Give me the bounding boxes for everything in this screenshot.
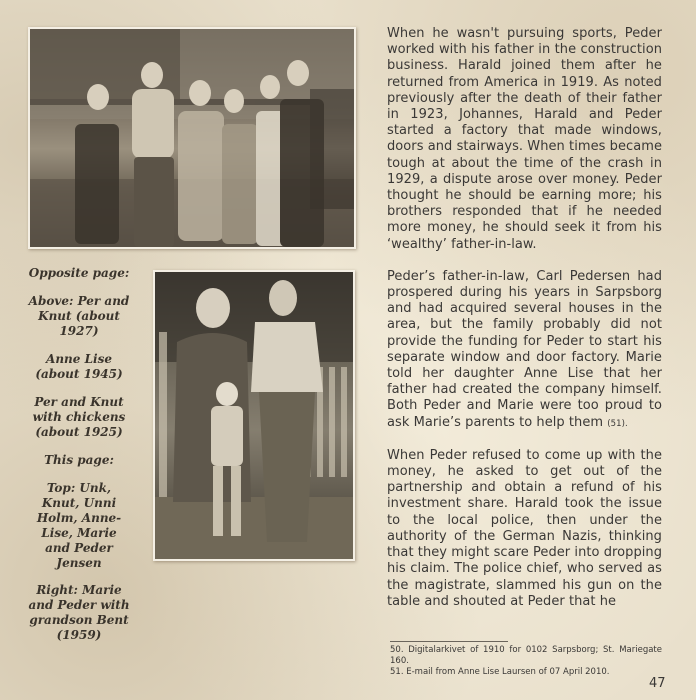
article-paragraph-2 (387, 269, 662, 432)
photo-captions (18, 266, 140, 656)
page-number: 47 (649, 676, 666, 691)
caption-anne-lise: Anne Lise (about 1945) (35, 352, 123, 381)
family-group-photo-illustration (30, 29, 354, 247)
article-paragraph-3: When Peder refused to come up with the money, he asked to get out of the partnership and obtain a refund of his investment share. Harald took the issue to the local police, then under the authority of the German Nazis, thinking that they might scare Peder into dropping his claim. The police chief, who served as the magistrate, slammed his gun on the table and shouted at Peder that he (387, 447, 662, 609)
caption-per-and-knut: Above: Per and Knut (about 1927) (28, 294, 130, 338)
caption-right-photo: Right: Marie and Peder with grandson Bent (1959) (28, 583, 130, 642)
marie-peder-photo-illustration (155, 272, 353, 559)
article-paragraph-1: When he wasn't pursuing sports, Peder worked with his father in the construction business. Harald joined them after he returned from America in 1919. As noted previously after the death of their father in 1923, Johannes, Harald and Peder started a factory that made windows, doors and stairways. When times became tough at about the time of the crash in 1929, a dispute arose over money. Peder thought he should be earning more; his brothers responded that if he needed more money, he should seek it from his ‘wealthy’ father-in-law. (387, 26, 662, 252)
footnote-50: 50. Digitalarkivet of 1910 for 0102 Sarpsborg; St. Mariegate 160. (390, 645, 662, 666)
caption-per-knut-chickens: Per and Knut with chickens (about 1925) (32, 395, 126, 439)
footnote-reference-51: (51). (607, 418, 628, 429)
footnote-divider (390, 641, 508, 642)
article-body (387, 26, 662, 626)
caption-opposite-page-heading: Opposite page: (28, 266, 130, 280)
footnotes (390, 645, 662, 678)
photo-family-group (28, 27, 356, 249)
caption-this-page-heading: This page: (44, 453, 114, 467)
photo-marie-peder-grandson (153, 270, 355, 561)
footnote-51: 51. E-mail from Anne Lise Laursen of 07 April 2010. (390, 667, 610, 677)
caption-top-photo: Top: Unk, Knut, Unni Holm, Anne- Lise, Marie and Peder Jensen (36, 481, 122, 570)
article-paragraph-2-text: Peder’s father-in-law, Carl Pedersen had prospered during his years in Sarpsborg and had acquired several houses in the area, but the family probably did not provide the funding for Peder to start his separate window and door factory. Marie told her daughter Anne Lise that her father had created the company himself. Both Peder and Marie were too proud to ask Marie’s parents to help them (387, 268, 662, 430)
